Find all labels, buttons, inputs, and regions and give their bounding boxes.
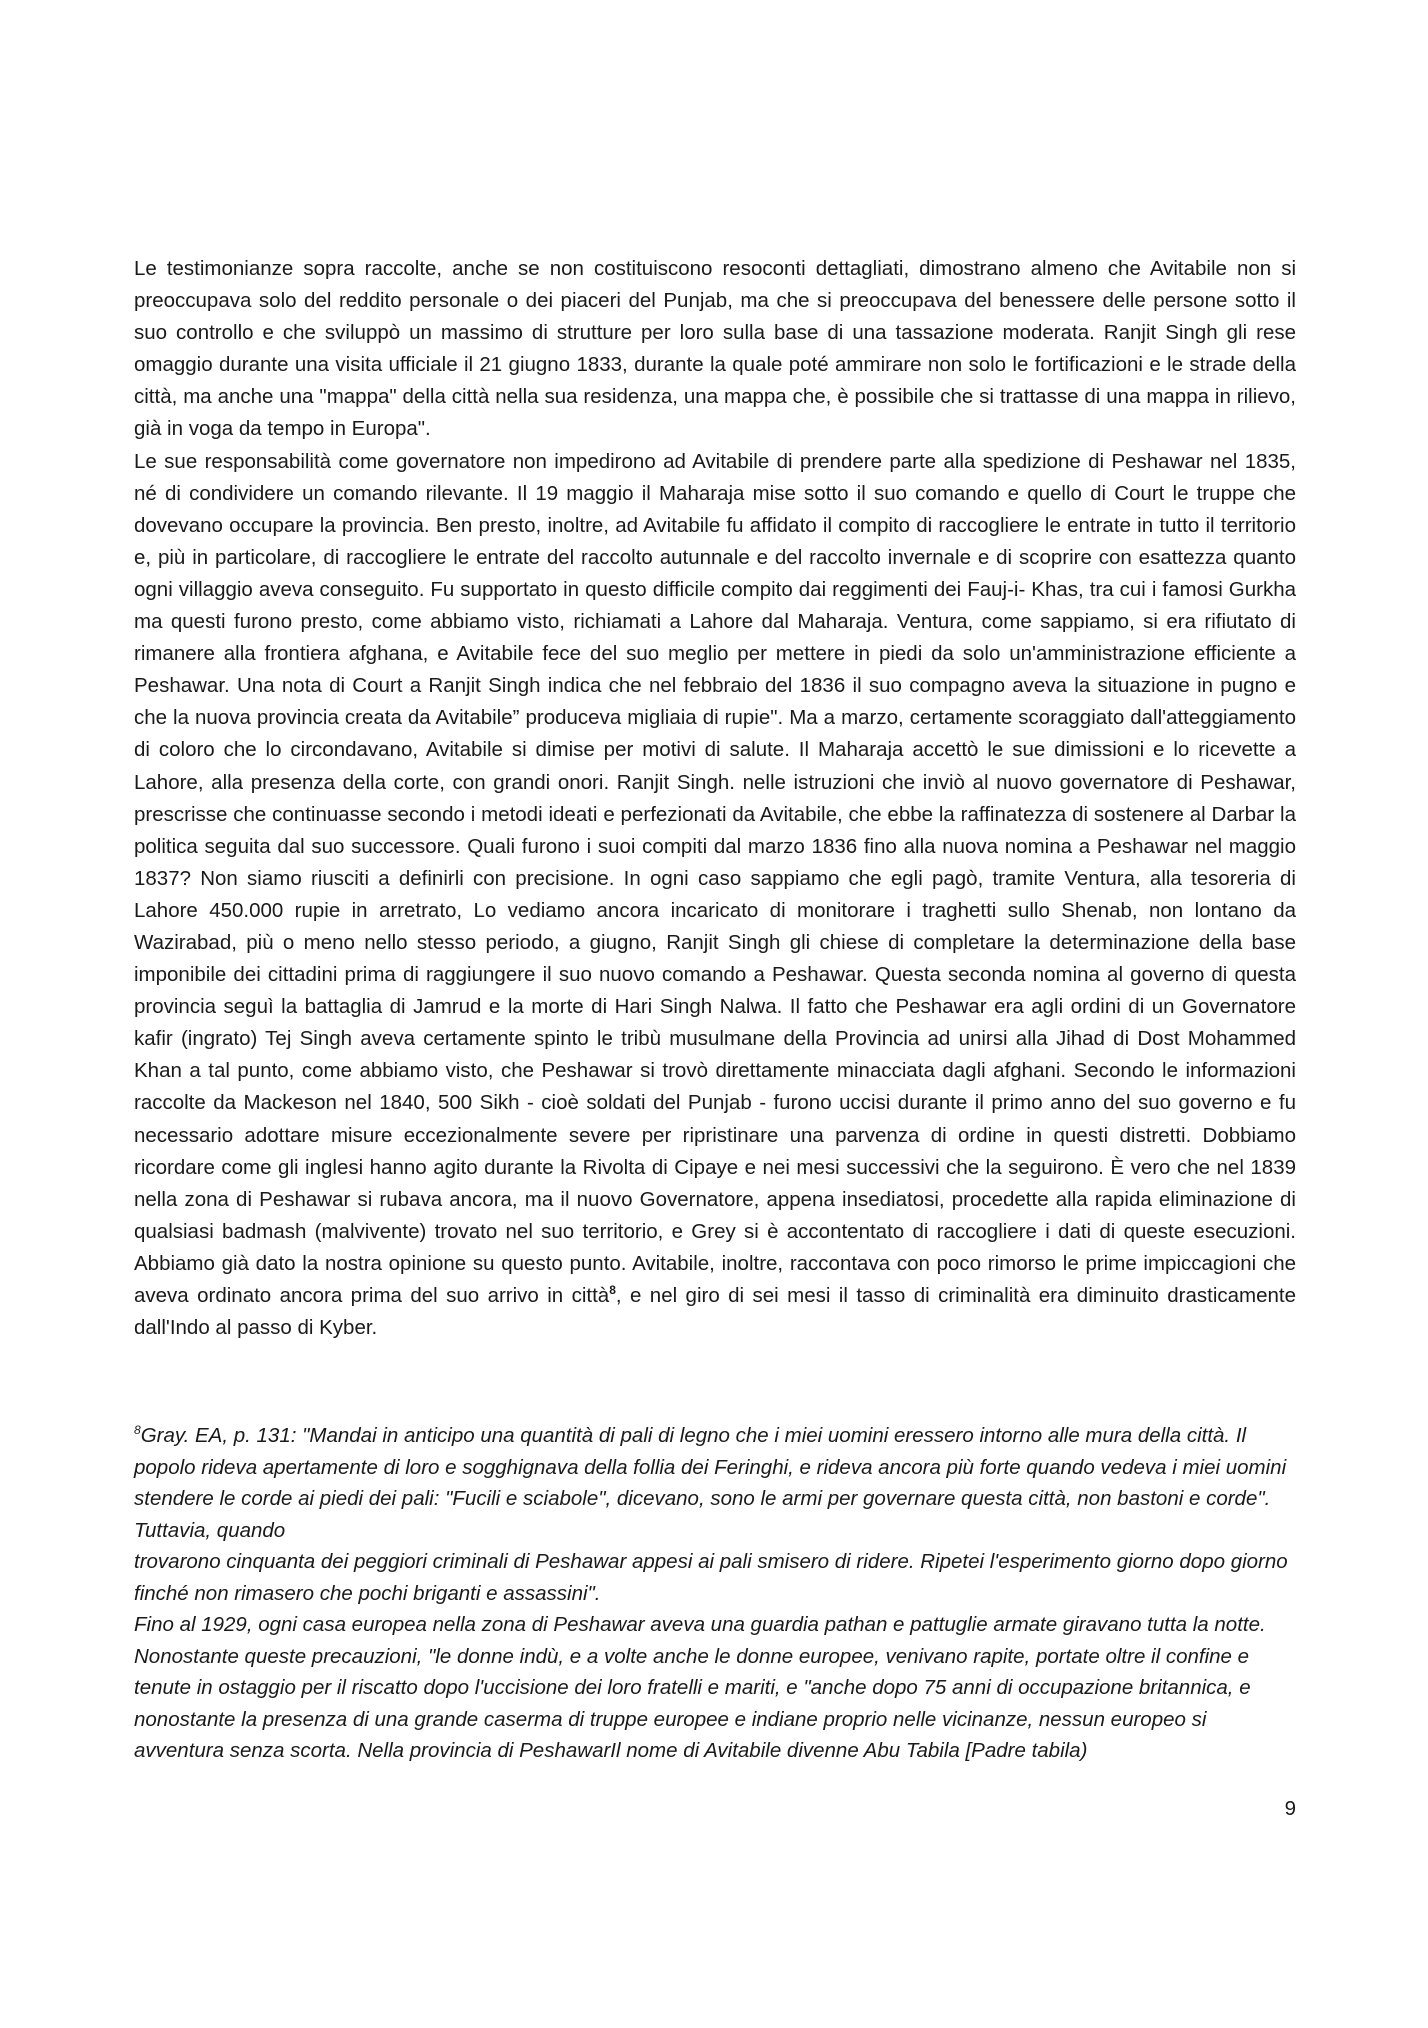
footnote-line-2 bbox=[134, 1546, 1296, 1609]
body-text bbox=[134, 253, 1296, 1344]
footnote bbox=[134, 1420, 1296, 1767]
footnote-text-1: Gray. EA, p. 131: "Mandai in anticipo una quantità di pali di legno che i miei uomini eressero intorno alle mura della città. Il popolo rideva apertamente di loro e sogghignava della follia dei Feringhi, e rideva ancora più forte quando vedeva i miei uomini stendere le corde ai piedi dei pali: "Fucili e sciabole", dicevano, sono le armi per governare questa città, non bastoni e corde". Tuttavia, quando bbox=[134, 1424, 1287, 1542]
footnote-text-2: trovarono cinquanta dei peggiori criminali di Peshawar appesi ai pali smisero di ridere. Ripetei l'esperimento giorno dopo giorno finché non rimasero che pochi briganti e assassini". bbox=[134, 1550, 1288, 1605]
footnote-reference[interactable]: 8 bbox=[609, 1283, 616, 1297]
body-paragraph-2-end: , e nel giro di sei mesi il tasso di criminalità era diminuito drasticamente dall'Indo al passo di Kyber. bbox=[134, 1284, 1296, 1340]
footnote-text-3: Fino al 1929, ogni casa europea nella zona di Peshawar aveva una guardia pathan e pattuglie armate giravano tutta la notte. Nonostante queste precauzioni, "le donne indù, e a volte anche le donne europee, venivano rapite, portate oltre il confine e tenute in ostaggio per il riscatto dopo l'uccisione dei loro fratelli e mariti, e "anche dopo 75 anni di occupazione britannica, e nonostante la presenza di una grande caserma di truppe europee e indiane proprio nelle vicinanze, nessun europeo si avventura senza scorta. Nella provincia di PeshawarIl nome di Avitabile divenne Abu Tabila [Padre tabila) bbox=[134, 1613, 1266, 1762]
page-number: 9 bbox=[1284, 1797, 1296, 1820]
body-paragraph-1 bbox=[134, 253, 1296, 446]
footnote-line-1 bbox=[134, 1420, 1296, 1546]
body-paragraph-1-text: Le testimonianze sopra raccolte, anche se non costituiscono resoconti dettagliati, dimostrano almeno che Avitabile non si preoccupava solo del reddito personale o dei piaceri del Punjab, ma che si preoccupava del benessere delle persone sotto il suo controllo e che sviluppò un massimo di strutture per loro sulla base di una tassazione moderata. Ranjit Singh gli rese omaggio durante una visita ufficiale il 21 giugno 1833, durante la quale poté ammirare non solo le fortificazioni e le strade della città, ma anche una "mappa" della città nella sua residenza, una mappa che, è possibile che si trattasse di una mappa in rilievo, già in voga da tempo in Europa". bbox=[134, 257, 1296, 441]
body-paragraph-2 bbox=[134, 446, 1296, 1345]
footnote-marker: 8 bbox=[134, 1423, 141, 1437]
body-paragraph-2-text: Le sue responsabilità come governatore non impedirono ad Avitabile di prendere parte alla spedizione di Peshawar nel 1835, né di condividere un comando rilevante. Il 19 maggio il Maharaja mise sotto il suo comando e quello di Court le truppe che dovevano occupare la provincia. Ben presto, inoltre, ad Avitabile fu affidato il compito di raccogliere le entrate in tutto il territorio e, più in particolare, di raccogliere le entrate del raccolto autunnale e del raccolto invernale e di scoprire con esattezza quanto ogni villaggio aveva conseguito. Fu supportato in questo difficile compito dai reggimenti dei Fauj-i- Khas, tra cui i famosi Gurkha ma questi furono presto, come abbiamo visto, richiamati a Lahore dal Maharaja. Ventura, come sappiamo, si era rifiutato di rimanere alla frontiera afghana, e Avitabile fece del suo meglio per mettere in piedi da solo un'amministrazione efficiente a Peshawar. Una nota di Court a Ranjit Singh indica che nel febbraio del 1836 il suo compagno aveva la situazione in pugno e che la nuova provincia creata da Avitabile” produceva migliaia di rupie". Ma a marzo, certamente scoraggiato dall'atteggiamento di coloro che lo circondavano, Avitabile si dimise per motivi di salute. Il Maharaja accettò le sue dimissioni e lo ricevette a Lahore, alla presenza della corte, con grandi onori. Ranjit Singh. nelle istruzioni che inviò al nuovo governatore di Peshawar, prescrisse che continuasse secondo i metodi ideati e perfezionati da Avitabile, che ebbe la raffinatezza di sostenere al Darbar la politica seguita dal suo successore. Quali furono i suoi compiti dal marzo 1836 fino alla nuova nomina a Peshawar nel maggio 1837? Non siamo riusciti a definirli con precisione. In ogni caso sappiamo che egli pagò, tramite Ventura, alla tesoreria di Lahore 450.000 rupie in arretrato, Lo vediamo ancora incaricato di monitorare i traghetti sullo Shenab, non lontano da Wazirabad, più o meno nello stesso periodo, a giugno, Ranjit Singh gli chiese di completare la determinazione della base imponibile dei cittadini prima di raggiungere il suo nuovo comando a Peshawar. Questa seconda nomina al governo di questa provincia seguì la battaglia di Jamrud e la morte di Hari Singh Nalwa. Il fatto che Peshawar era agli ordini di un Governatore kafir (ingrato) Tej Singh aveva certamente spinto le tribù musulmane della Provincia ad unirsi alla Jihad di Dost Mohammed Khan a tal punto, come abbiamo visto, che Peshawar si trovò direttamente minacciata dagli afghani. Secondo le informazioni raccolte da Mackeson nel 1840, 500 Sikh - cioè soldati del Punjab - furono uccisi durante il primo anno del suo governo e fu necessario adottare misure eccezionalmente severe per ripristinare una parvenza di ordine in questi distretti. Dobbiamo ricordare come gli inglesi hanno agito durante la Rivolta di Cipaye e nei mesi successivi che la seguirono. È vero che nel 1839 nella zona di Peshawar si rubava ancora, ma il nuovo Governatore, appena insediatosi, procedette alla rapida eliminazione di qualsiasi badmash (malvivente) trovato nel suo territorio, e Grey si è accontentato di raccogliere i dati di queste esecuzioni. Abbiamo già dato la nostra opinione su questo punto. Avitabile, inoltre, raccontava con poco rimorso le prime impiccagioni che aveva ordinato ancora prima del suo arrivo in città bbox=[134, 449, 1296, 1307]
footnote-line-3 bbox=[134, 1609, 1296, 1767]
